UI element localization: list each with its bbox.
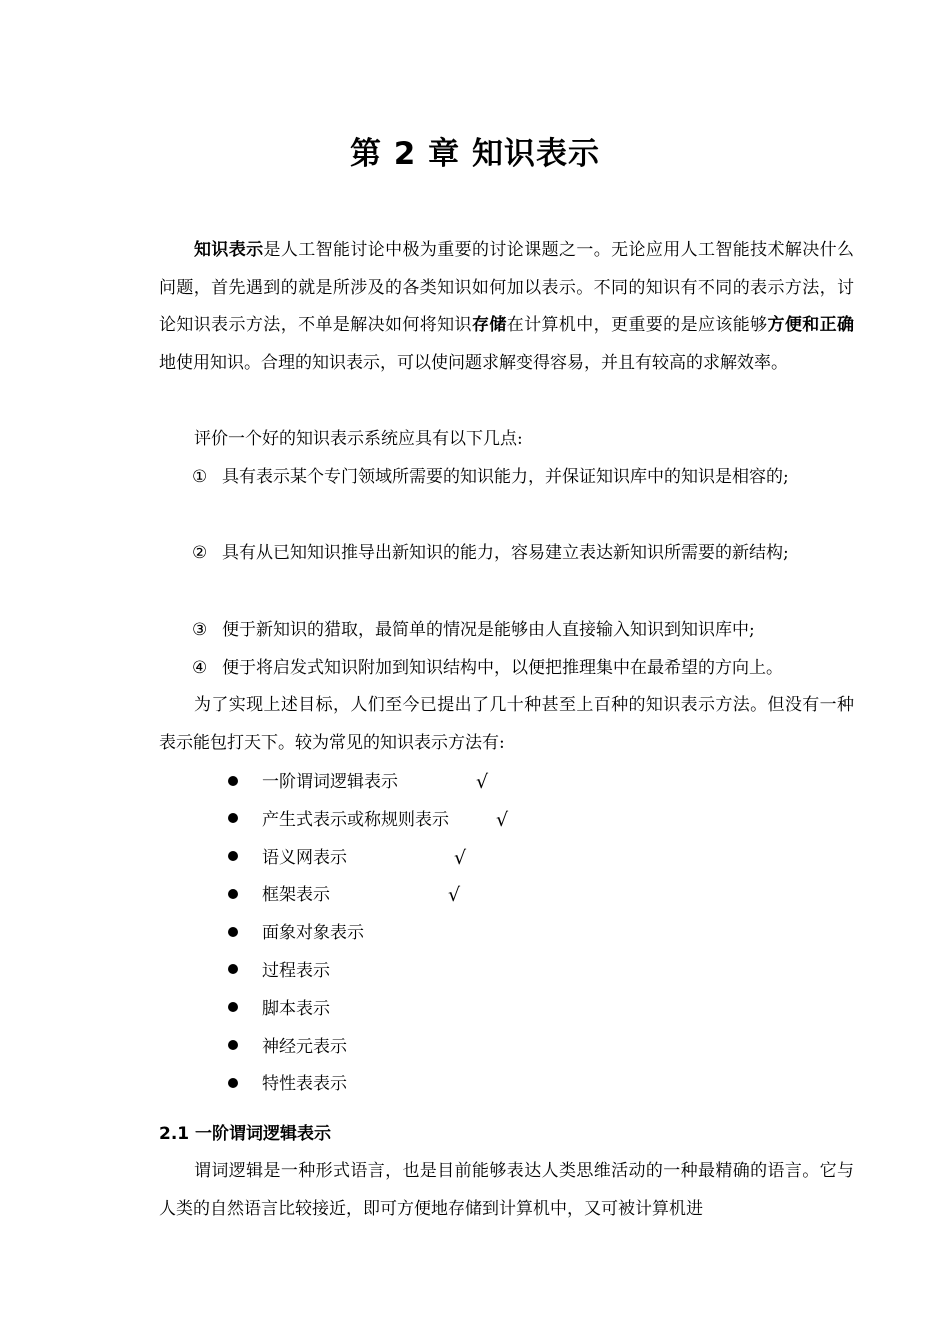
method-label: 脚本表示 <box>262 998 330 1019</box>
checkmark-icon: √ <box>454 846 467 869</box>
list-item <box>228 840 467 878</box>
criteria-text: 具有表示某个专门领域所需要的知识能力，并保证知识库中的知识是相容的; <box>222 467 789 487</box>
checkmark-icon: √ <box>476 771 489 793</box>
list-item <box>228 764 489 802</box>
criteria-item-3 <box>192 612 854 650</box>
methods-intro: 为了实现上述目标，人们至今已提出了几十种甚至上百种的知识表示方法。但没有一种表示能包打天下。较为常见的知识表示方法有: <box>159 695 854 753</box>
bullet-icon <box>228 964 238 974</box>
section-paragraph: 谓词逻辑是一种形式语言，也是目前能够表达人类思维活动的一种最精确的语言。它与人类的自然语言比较接近，即可方便地存储到计算机中，又可被计算机进 <box>159 1161 854 1219</box>
checkmark-icon: √ <box>496 808 509 831</box>
list-item <box>228 953 449 991</box>
method-label: 面象对象表示 <box>262 923 364 944</box>
criteria-text: 便于新知识的猎取，最简单的情况是能够由人直接输入知识到知识库中; <box>222 620 755 640</box>
list-item <box>228 991 449 1029</box>
term-knowledge-representation: 知识表示 <box>194 240 264 260</box>
list-item <box>228 1029 449 1067</box>
intro-text-c: 地使用知识。合理的知识表示，可以使问题求解变得容易，并且有较高的求解效率。 <box>159 352 788 373</box>
methods-list <box>228 764 509 1104</box>
intro-paragraph <box>159 232 854 382</box>
method-label: 神经元表示 <box>262 1036 347 1057</box>
list-item <box>228 802 509 840</box>
bullet-icon <box>228 1078 238 1088</box>
intro-text-b: 在计算机中，更重要的是应该能够 <box>506 315 768 335</box>
bullet-icon <box>228 927 238 937</box>
section-heading: 2.1 一阶谓词逻辑表示 <box>159 1124 332 1144</box>
method-label: 特性表表示 <box>262 1074 347 1095</box>
criteria-intro: 评价一个好的知识表示系统应具有以下几点: <box>194 429 523 449</box>
list-item <box>228 1066 449 1104</box>
method-label: 语义网表示 <box>262 847 347 868</box>
bullet-icon <box>228 889 238 899</box>
criteria-item-4 <box>192 650 854 688</box>
bullet-icon <box>228 1040 238 1050</box>
method-label: 过程表示 <box>262 960 330 981</box>
bullet-icon <box>228 776 238 786</box>
bullet-icon <box>228 851 238 861</box>
list-item <box>228 915 449 953</box>
criteria-item-2 <box>192 535 854 573</box>
chapter-title: 第 2 章 知识表示 <box>350 136 600 172</box>
term-convenient-correct: 方便和正确 <box>767 315 855 335</box>
criteria-text: 便于将启发式知识附加到知识结构中，以便把推理集中在最希望的方向上。 <box>222 658 783 678</box>
term-storage: 存储 <box>471 315 507 335</box>
intro-text-a: 是人工智能讨论中极为重要的讨论课题之一。无论应用人工智能技术解决什么问题，首先遇到的就是所涉及的各类知识如何加以表示。不同的知识有不同的表示方法，讨论知识表示方法，不单是解决如何将知识 <box>159 240 855 335</box>
list-item <box>228 877 461 915</box>
method-label: 框架表示 <box>262 885 330 906</box>
criteria-item-1 <box>192 459 854 497</box>
criteria-number: ② <box>192 543 208 563</box>
criteria-text: 具有从已知知识推导出新知识的能力，容易建立表达新知识所需要的新结构; <box>222 543 789 563</box>
bullet-icon <box>228 813 238 823</box>
checkmark-icon: √ <box>448 884 461 907</box>
method-label: 一阶谓词逻辑表示 <box>262 772 398 792</box>
criteria-number: ① <box>192 467 208 487</box>
method-label: 产生式表示或称规则表示 <box>262 809 449 830</box>
criteria-number: ③ <box>192 620 208 640</box>
bullet-icon <box>228 1002 238 1012</box>
criteria-number: ④ <box>192 658 208 678</box>
